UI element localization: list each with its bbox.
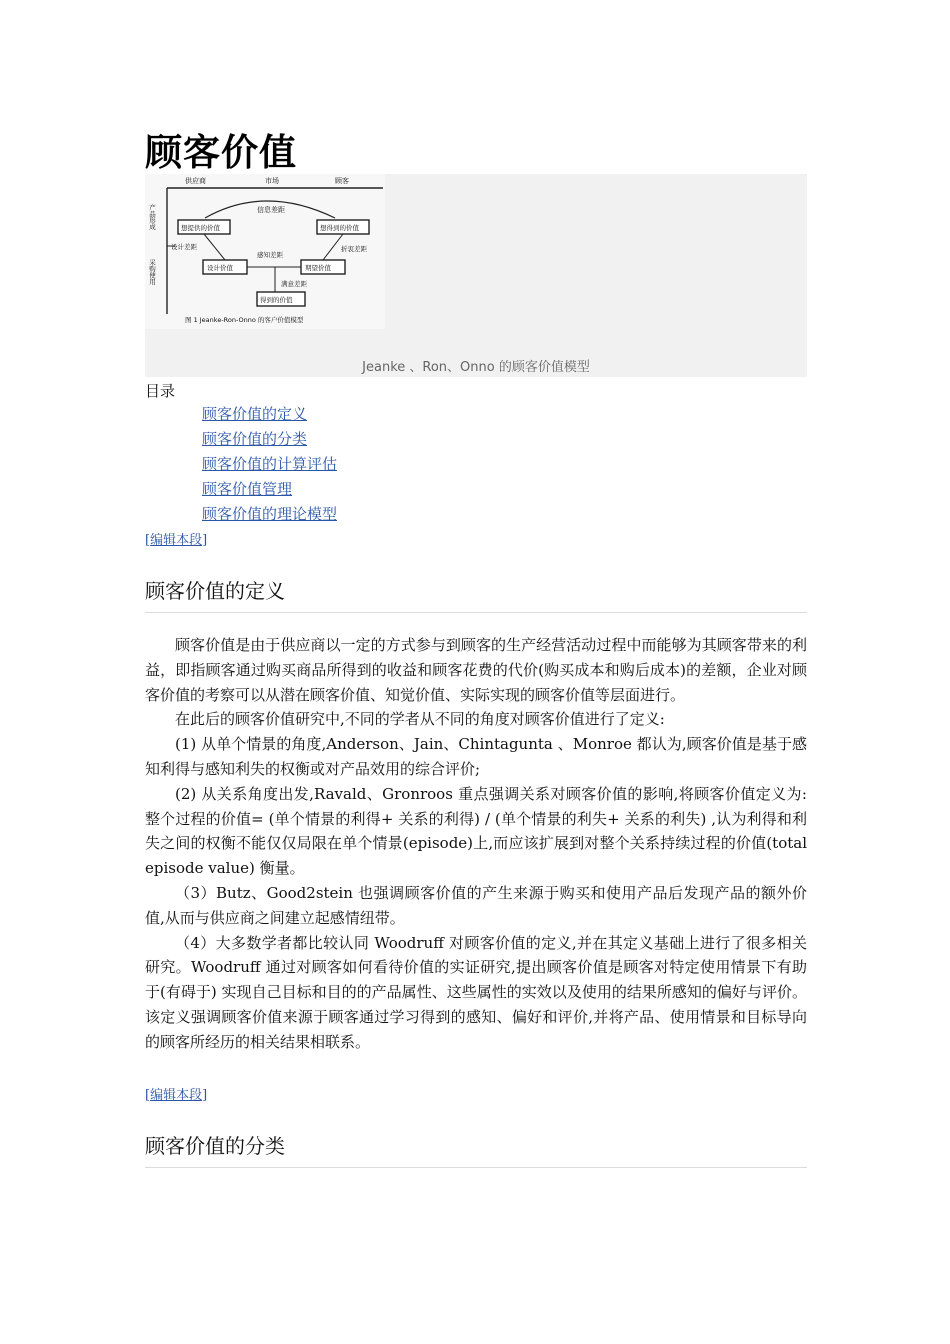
edit-section-button[interactable]: 编辑本段: [150, 533, 203, 548]
paragraph: (1) 从单个情景的角度,Anderson、Jain、Chintagunta 、Monroe 都认为,顾客价值是基于感知利得与感知利失的权衡或对产品效用的综合评价;: [145, 735, 807, 778]
diagram-label-tradeoff-gap: 折衷差距: [341, 245, 367, 253]
paragraph: 顾客价值是由于供应商以一定的方式参与到顾客的生产经营活动过程中而能够为其顾客带来的利益，即指顾客通过购买商品所得到的收益和顾客花费的代价(购买成本和购后成本)的差额，企业对顾客价值的考察可以从潜在顾客价值、知觉价值、实际实现的顾客价值等层面进行。: [145, 636, 807, 704]
toc-link-definition[interactable]: 顾客价值的定义: [202, 405, 308, 423]
edit-section-link: [编辑本段]: [145, 533, 208, 548]
toc-title: 目录: [145, 382, 176, 400]
toc-link-theory-model[interactable]: 顾客价值的理论模型: [202, 505, 338, 523]
diagram-label-design-gap: 设计差距: [171, 243, 197, 251]
section-heading-definition: 顾客价值的定义: [145, 575, 807, 613]
diagram-label-customer: 顾客: [335, 177, 349, 185]
toc-list: [202, 403, 337, 528]
diagram-figure-label: 图 1 Jeanke-Ron-Onno 的客户价值模型: [185, 316, 304, 324]
diagram-label-market: 市场: [265, 177, 279, 185]
value-model-diagram: [145, 174, 385, 329]
diagram-label-purchase: 采购使用: [148, 259, 156, 285]
toc-link-classification[interactable]: 顾客价值的分类: [202, 430, 308, 448]
edit-section-button-2[interactable]: 编辑本段: [150, 1088, 203, 1103]
paragraph: （4）大多数学者都比较认同 Woodruff 对顾客价值的定义,并在其定义基础上进行了很多相关研究。Woodruff 通过对顾客如何看待价值的实证研究,提出顾客价值是顾客对特定使用情景下有助于(有碍于) 实现自己目标和目的的产品属性、这些属性的实效以及使用的结果所感知的偏好与评价。该定义强调顾客价值来源于顾客通过学习得到的感知、偏好和评价,并将产品、使用情景和目标导向的顾客所经历的相关结果相联系。: [145, 933, 807, 1051]
toc-link-management[interactable]: 顾客价值管理: [202, 480, 293, 498]
diagram-box-received: 得到的价值: [260, 296, 293, 304]
paragraph: （3）Butz、Good2stein 也强调顾客价值的产生来源于购买和使用产品后发现产品的额外价值,从而与供应商之间建立起感情纽带。: [145, 883, 807, 927]
figure-panel: [145, 174, 807, 377]
edit-section-link-2: [编辑本段]: [145, 1088, 208, 1103]
diagram-box-perceived: 期望价值: [305, 264, 331, 272]
diagram-box-expected: 想得到的价值: [320, 224, 359, 232]
paragraph: (2) 从关系角度出发,Ravald、Gronroos 重点强调关系对顾客价值的影响,将顾客价值定义为:整个过程的价值= (单个情景的利得+ 关系的利得) / (单个情景的利失+ 关系的利失) ,认为利得和利失之间的权衡不能仅仅局限在单个情景(episode)上,而应该扩展到对整个关系持续过程的价值(total episode value) 衡量。: [145, 784, 807, 878]
figure-caption: Jeanke 、Ron、Onno 的顾客价值模型: [362, 360, 590, 375]
paragraph: 在此后的顾客价值研究中,不同的学者从不同的角度对顾客价值进行了定义:: [175, 710, 665, 729]
diagram-label-perception-gap: 感知差距: [257, 251, 283, 259]
diagram-box-design: 设计价值: [207, 264, 233, 272]
diagram-label-supplier: 供应商: [185, 177, 206, 185]
toc-link-evaluation[interactable]: 顾客价值的计算评估: [202, 455, 338, 473]
diagram-box-offered: 想提供的价值: [181, 224, 220, 232]
diagram-label-satisfaction-gap: 满意差距: [281, 280, 307, 288]
page-title: 顾客价值: [145, 131, 297, 174]
section-body-definition: [145, 633, 807, 1055]
diagram-label-info-gap: 信息差距: [257, 206, 285, 214]
section-heading-classification: 顾客价值的分类: [145, 1130, 807, 1168]
diagram-label-product: 产品形成: [148, 204, 156, 230]
